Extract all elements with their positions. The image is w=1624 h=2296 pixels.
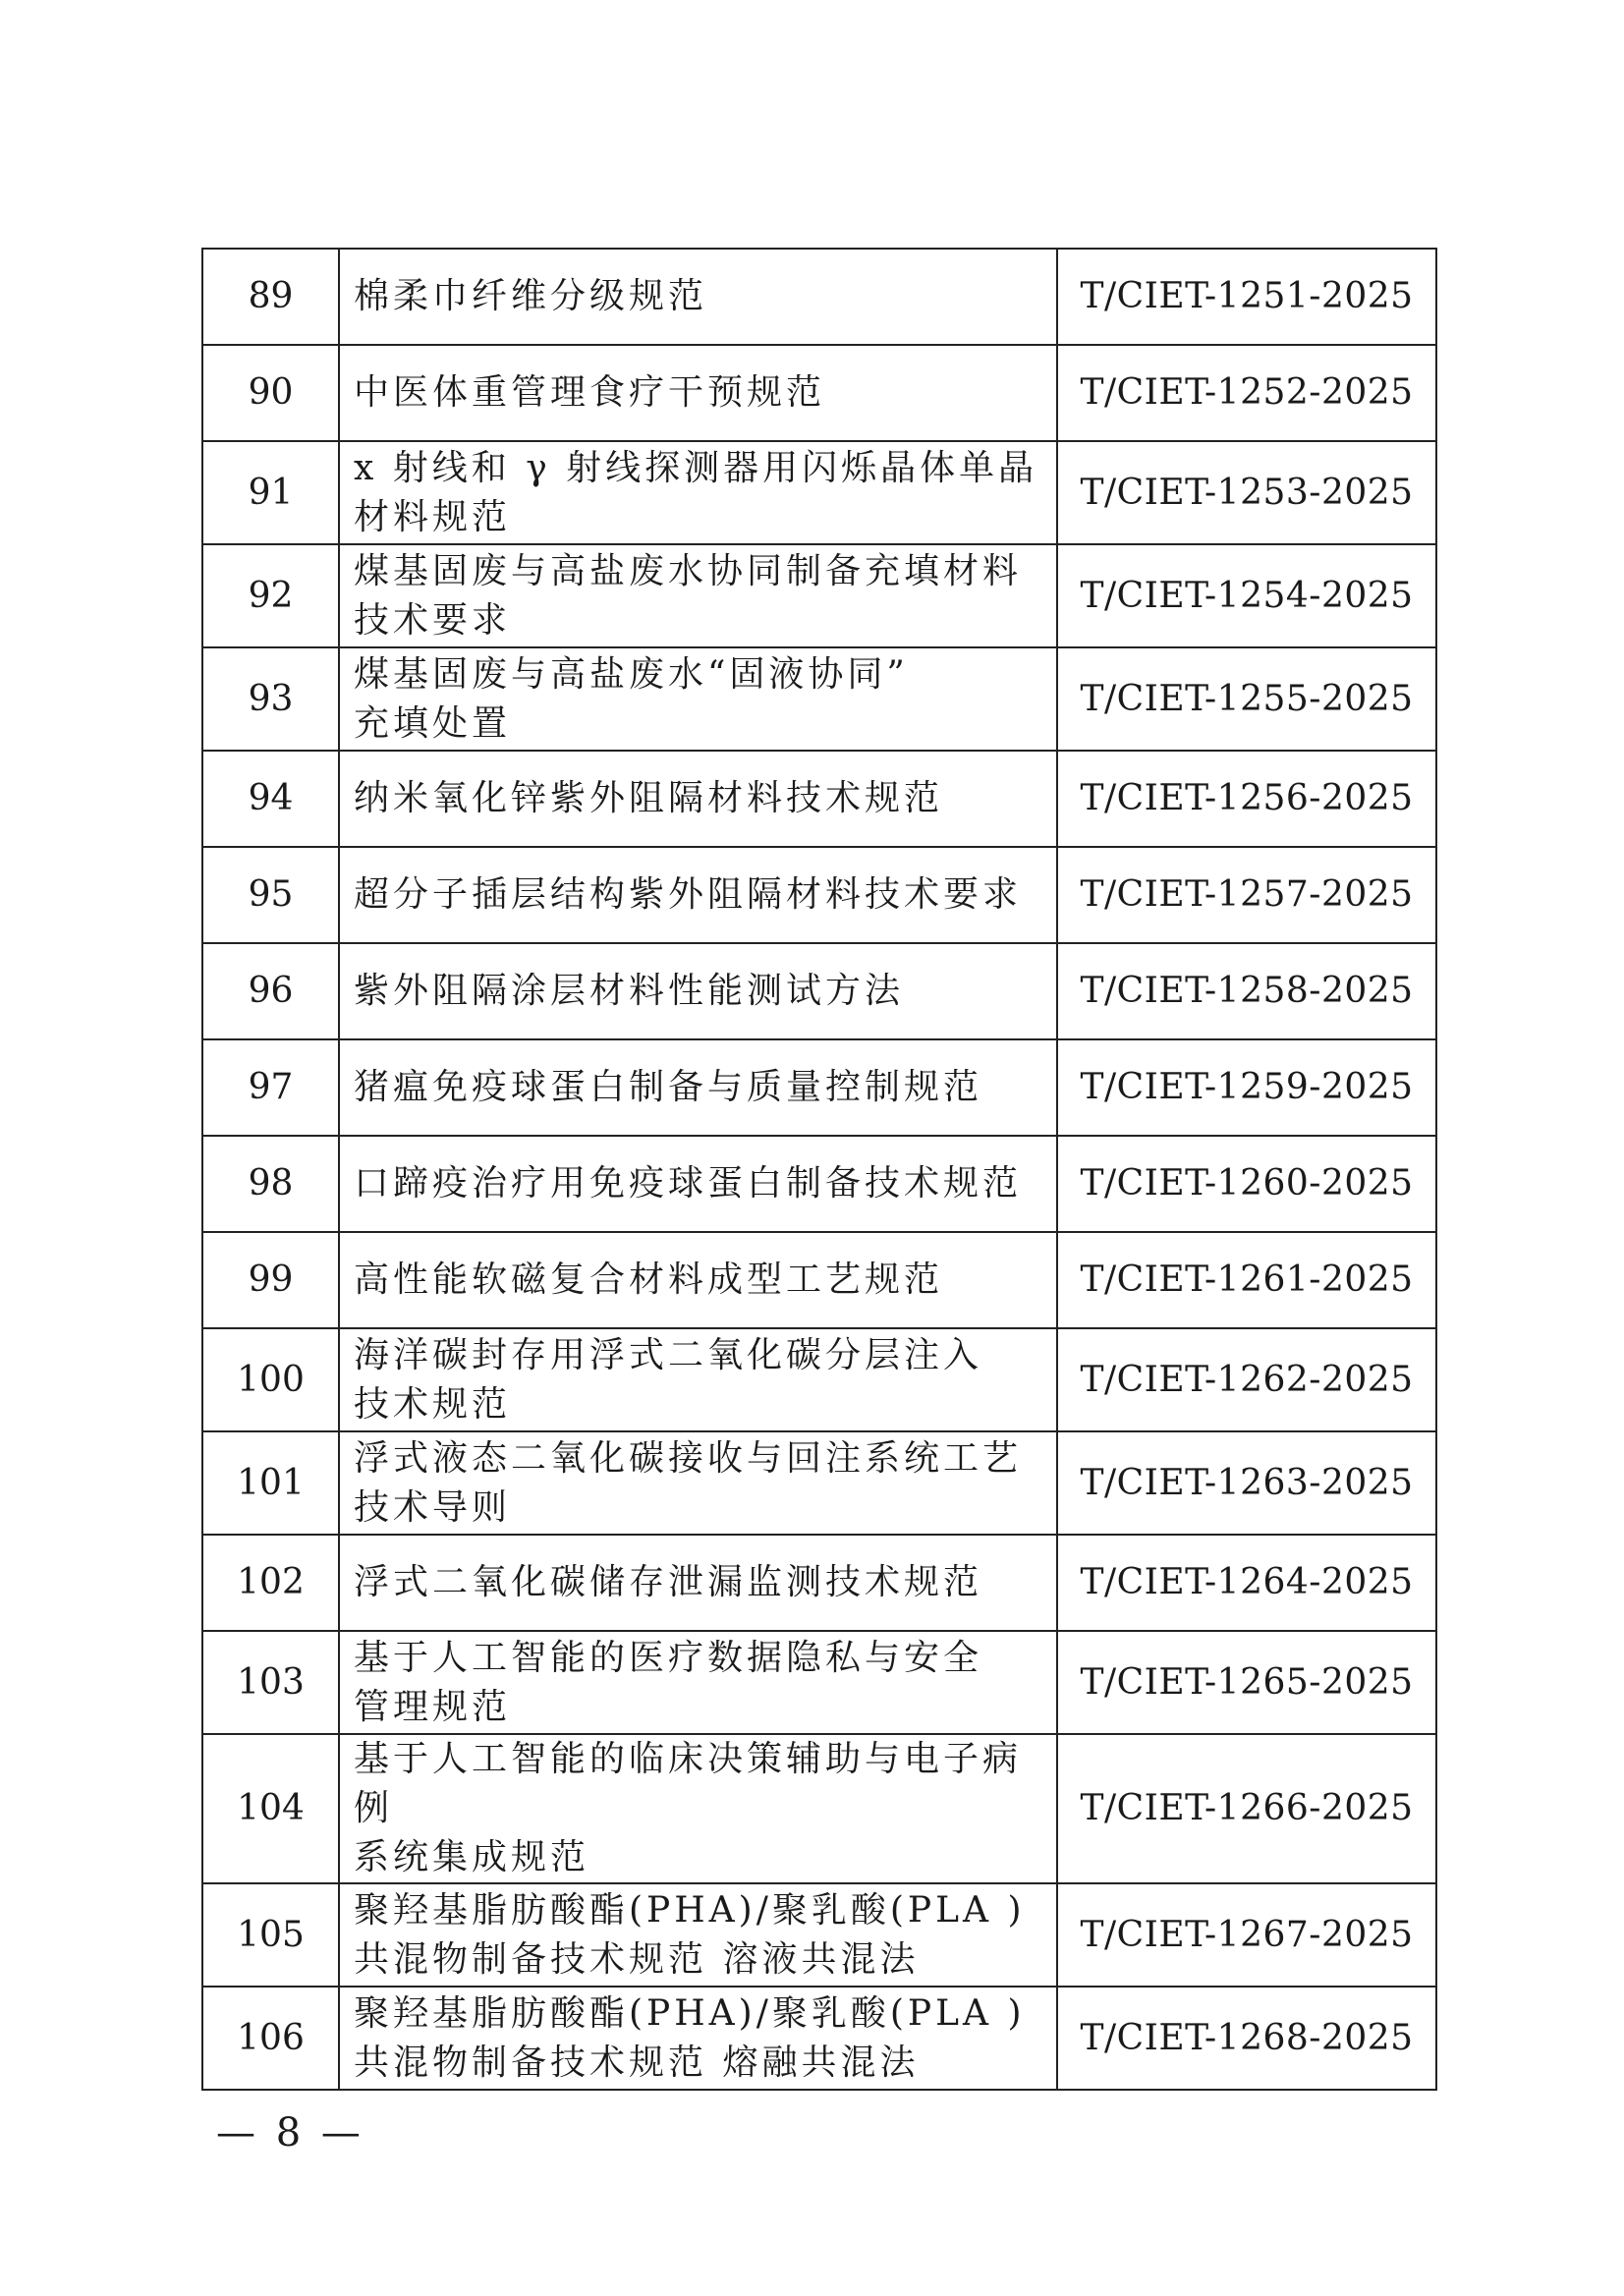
standard-name [339, 1734, 1057, 1883]
standard-name [339, 943, 1057, 1039]
row-number: 98 [202, 1136, 339, 1232]
standard-code: T/CIET-1268-2025 [1057, 1987, 1436, 2090]
standard-name [339, 1987, 1057, 2090]
standard-name-line: 技术规范 [354, 1383, 512, 1425]
standard-code: T/CIET-1255-2025 [1057, 647, 1436, 751]
standard-name-line: 聚羟基脂肪酸酯(PHA)/聚乳酸(PLA ) [354, 1889, 1026, 1931]
standard-name [339, 1232, 1057, 1328]
standard-name [339, 1631, 1057, 1734]
table-row [202, 544, 1436, 647]
standard-code: T/CIET-1251-2025 [1057, 249, 1436, 345]
standard-code: T/CIET-1256-2025 [1057, 751, 1436, 847]
row-number: 96 [202, 943, 339, 1039]
standard-name-line: 技术导则 [354, 1486, 512, 1528]
standard-name-line: 管理规范 [354, 1686, 512, 1727]
standard-name [339, 544, 1057, 647]
table-row [202, 1431, 1436, 1535]
standard-name-line: 充填处置 [354, 702, 512, 744]
standard-name-line: 紫外阻隔涂层材料性能测试方法 [354, 971, 905, 1011]
standard-name-line: 共混物制备技术规范 熔融共混法 [354, 2042, 920, 2083]
table-row [202, 249, 1436, 345]
standard-name-line: x 射线和 γ 射线探测器用闪烁晶体单晶 [354, 447, 1038, 488]
standard-name [339, 1039, 1057, 1136]
table-row [202, 1987, 1436, 2090]
row-number: 89 [202, 249, 339, 345]
row-number: 101 [202, 1431, 339, 1535]
row-number: 92 [202, 544, 339, 647]
standard-name-line: 材料规范 [354, 496, 512, 537]
row-number: 95 [202, 847, 339, 943]
standard-name-line: 高性能软磁复合材料成型工艺规范 [354, 1260, 944, 1300]
table-row [202, 1883, 1436, 1987]
standard-name-line: 浮式二氧化碳储存泄漏监测技术规范 [354, 1562, 983, 1602]
table-row [202, 1136, 1436, 1232]
standard-code: T/CIET-1267-2025 [1057, 1883, 1436, 1987]
standard-name-line: 猪瘟免疫球蛋白制备与质量控制规范 [354, 1067, 983, 1107]
standard-name-line: 口蹄疫治疗用免疫球蛋白制备技术规范 [354, 1163, 1023, 1204]
standard-code: T/CIET-1252-2025 [1057, 345, 1436, 441]
table-row [202, 345, 1436, 441]
table-row [202, 647, 1436, 751]
standard-name-line: 基于人工智能的医疗数据隐私与安全 [354, 1637, 983, 1678]
standard-name [339, 647, 1057, 751]
row-number: 99 [202, 1232, 339, 1328]
standard-name [339, 1328, 1057, 1431]
table-row [202, 1328, 1436, 1431]
standard-name-line: 浮式液态二氧化碳接收与回注系统工艺 [354, 1437, 1023, 1479]
standard-name-line: 基于人工智能的临床决策辅助与电子病例 [354, 1739, 1023, 1828]
row-number: 103 [202, 1631, 339, 1734]
standard-code: T/CIET-1262-2025 [1057, 1328, 1436, 1431]
row-number: 104 [202, 1734, 339, 1883]
standard-code: T/CIET-1266-2025 [1057, 1734, 1436, 1883]
table-row [202, 1232, 1436, 1328]
row-number: 106 [202, 1987, 339, 2090]
standard-code: T/CIET-1257-2025 [1057, 847, 1436, 943]
standard-name [339, 441, 1057, 544]
row-number: 97 [202, 1039, 339, 1136]
standard-name-line: 煤基固废与高盐废水协同制备充填材料 [354, 550, 1023, 591]
row-number: 93 [202, 647, 339, 751]
standard-name-line: 煤基固废与高盐废水“固液协同” [354, 653, 909, 695]
table-row [202, 441, 1436, 544]
standard-code: T/CIET-1260-2025 [1057, 1136, 1436, 1232]
row-number: 90 [202, 345, 339, 441]
standard-name-line: 纳米氧化锌紫外阻隔材料技术规范 [354, 778, 944, 818]
table-row [202, 1734, 1436, 1883]
standard-name [339, 1431, 1057, 1535]
table-row [202, 943, 1436, 1039]
standard-name-line: 中医体重管理食疗干预规范 [354, 372, 826, 413]
standard-name [339, 1535, 1057, 1631]
row-number: 100 [202, 1328, 339, 1431]
standards-table-body [202, 249, 1436, 2090]
standard-code: T/CIET-1258-2025 [1057, 943, 1436, 1039]
standard-name-line: 海洋碳封存用浮式二氧化碳分层注入 [354, 1334, 983, 1375]
standard-name [339, 1136, 1057, 1232]
page-number: — 8 — [216, 2110, 364, 2156]
standard-name-line: 棉柔巾纤维分级规范 [354, 276, 708, 316]
row-number: 91 [202, 441, 339, 544]
standard-code: T/CIET-1254-2025 [1057, 544, 1436, 647]
standard-code: T/CIET-1261-2025 [1057, 1232, 1436, 1328]
standard-code: T/CIET-1263-2025 [1057, 1431, 1436, 1535]
standard-name [339, 345, 1057, 441]
standard-name-line: 聚羟基脂肪酸酯(PHA)/聚乳酸(PLA ) [354, 1992, 1026, 2034]
table-row [202, 1631, 1436, 1734]
standard-name-line: 共混物制备技术规范 溶液共混法 [354, 1938, 920, 1980]
table-row [202, 847, 1436, 943]
standards-table [201, 248, 1437, 2091]
standard-name-line: 技术要求 [354, 599, 512, 641]
row-number: 102 [202, 1535, 339, 1631]
standard-name [339, 249, 1057, 345]
standard-name [339, 847, 1057, 943]
standard-name-line: 系统集成规范 [354, 1837, 590, 1877]
row-number: 94 [202, 751, 339, 847]
table-row [202, 1039, 1436, 1136]
table-row [202, 751, 1436, 847]
standard-code: T/CIET-1265-2025 [1057, 1631, 1436, 1734]
standard-code: T/CIET-1264-2025 [1057, 1535, 1436, 1631]
standard-name [339, 1883, 1057, 1987]
standard-code: T/CIET-1253-2025 [1057, 441, 1436, 544]
standard-code: T/CIET-1259-2025 [1057, 1039, 1436, 1136]
table-row [202, 1535, 1436, 1631]
standard-name-line: 超分子插层结构紫外阻隔材料技术要求 [354, 874, 1023, 915]
standard-name [339, 751, 1057, 847]
row-number: 105 [202, 1883, 339, 1987]
